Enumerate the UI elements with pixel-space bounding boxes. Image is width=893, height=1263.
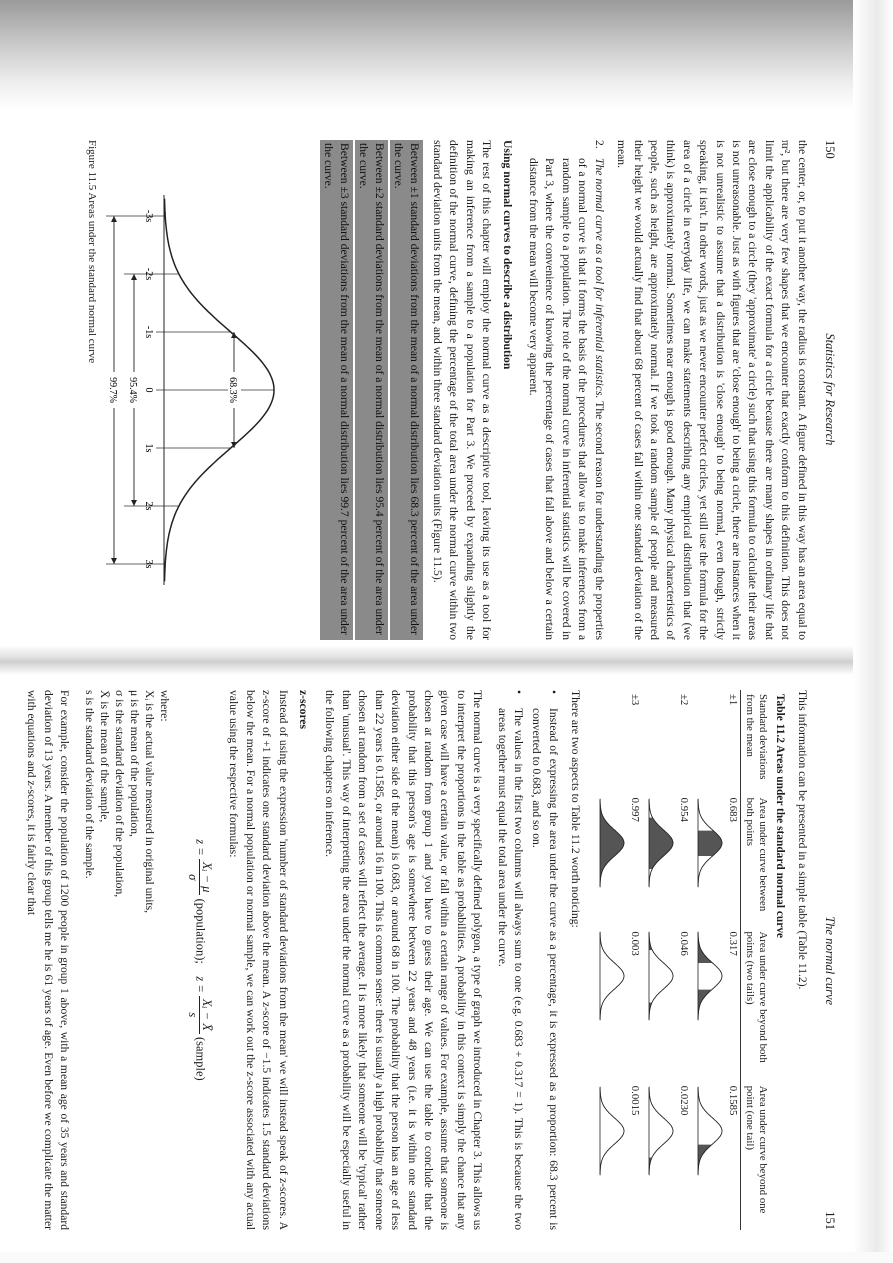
running-head: Statistics for Research (823, 333, 837, 446)
mini-curve-between (647, 798, 677, 888)
page-151 (25, 690, 838, 1230)
arrow-head (131, 500, 137, 506)
table-cell: 0.046 (678, 931, 691, 956)
table-cell: 0.954 (678, 797, 691, 822)
tick-label: -2s (142, 267, 154, 281)
mini-curve-one-tail (696, 1086, 726, 1176)
mini-curve-line (649, 932, 673, 1020)
shaded-area (649, 817, 673, 868)
figure-caption: Figure 11.5 Areas under the standard normal curve (85, 140, 98, 364)
mini-curve-one-tail (647, 1086, 677, 1176)
shaded-area (600, 804, 624, 881)
mini-curve-line (698, 932, 722, 1020)
mini-curve-one-tail (598, 1086, 628, 1176)
mini-curve-line (600, 1087, 624, 1175)
section-heading: Using normal curves to describe a distribution (500, 140, 514, 370)
table-header: Area under curve beyond both points (two tails) (741, 927, 772, 1081)
band-label: 95.4% (126, 377, 138, 403)
table-header: Area under curve beyond one point (one tail) (741, 1082, 772, 1230)
list-item: • Instead of expressing the area under the curve as a percentage, it is expressed as a proportion: 68.3 percent is converted to 0.683, and so on. (530, 690, 560, 1230)
table-row (593, 690, 642, 1230)
mini-curve-line (698, 1087, 722, 1175)
paragraph-circle-analogy: the center, or, to put it another way, the radius is constant. A figure defined in this way has an area equal to πr², but there are very few shapes that we encounter that exactly conform to this definition. This does not limit the applicability of the exact formula for a circle because there are many shapes in ordinary life that are close enough to a circle (they 'approximate' a circle) such that using this formula to calculate their areas is not unreasonable. Just as with figures that are 'close enough' to being a circle, there are instances when it is not unrealistic to assume that a distribution is 'close enough' to being normal, even though, strictly speaking, it isn't. In other words, just as we never encounter perfect circles, yet still use the formula for the area of a circle in everyday life, we can make statements describing any empirical distribution that (we think) is approximately normal. Sometimes near enough is good enough. Many physical characteristics of people, such as height, are approximately normal. If we took a random sample of people and measured their height we would actually find that about 68 percent of cases fall within one standard deviation of the mean. (615, 140, 809, 640)
table-header: Area under curve between both points (741, 794, 772, 928)
shaded-statement-2sd: Between ±2 standard deviations from the mean of a normal distribution lies 95.4 percent of the area under the curve. (355, 140, 388, 640)
shaded-area (698, 830, 722, 855)
aspects-intro: There are two aspects to Table 11.2 worth noticing: (569, 690, 583, 928)
table-row (691, 690, 741, 1230)
table-cell: 0.0015 (629, 1085, 642, 1116)
paragraph-example: For example, consider the population of 1200 people in group 1 above, with a mean age of 35 years and standard deviation of 13 years. A member of this group tells me he is 61 years of age. Even before we complicate the matter with equations and z-scores, it is fairly clear that (25, 690, 72, 1230)
shaded-area (698, 932, 713, 1020)
band-label: 68.3% (226, 377, 238, 403)
table-cell: 0.003 (629, 931, 642, 956)
table-intro: This information can be presented in a simple table (Table 11.2). (795, 690, 809, 990)
table-cell: 0.1585 (727, 1085, 740, 1116)
table-cell: 0.997 (629, 797, 642, 822)
section-heading-z-scores: z-scores (297, 690, 311, 730)
tick-label: 2s (142, 501, 154, 511)
page-header (822, 140, 838, 640)
book-gutter (0, 645, 893, 675)
mini-curve-line (600, 932, 624, 1020)
table-caption: Table 11.2 Areas under the standard normal curve (774, 694, 787, 939)
z-score-formulas: z = Xᵢ − μ σ (population); z = Xᵢ − X̄ s (sample) (186, 839, 215, 1081)
mini-curve-between (598, 798, 628, 888)
tick-label: -1s (142, 325, 154, 339)
running-head: The normal curve (823, 916, 837, 1006)
arrow-head (111, 216, 117, 222)
mini-curve-two-tails (696, 931, 726, 1021)
shaded-statement-1sd: Between ±1 standard deviations from the mean of a normal distribution lies 68.3 percent of the area under the curve. (390, 140, 423, 640)
tick-label: 0 (142, 387, 154, 393)
mini-curve-two-tails (647, 931, 677, 1021)
normal-curve-diagram (104, 155, 314, 625)
figure-normal-curve (83, 140, 313, 640)
list-item-inferential (525, 140, 607, 640)
table-cell: 0.0230 (678, 1085, 691, 1116)
list-lead: The normal curve as a tool for inferential statistics. (592, 158, 606, 399)
tick-label: 3s (142, 559, 154, 569)
page-number: 151 (823, 1211, 837, 1230)
page-number: 150 (823, 140, 837, 159)
band-label: 99.7% (106, 377, 118, 403)
table-cell: ±3 (629, 694, 642, 706)
arrow-head (111, 558, 117, 564)
bullet-list (493, 690, 561, 1230)
arrow-head (131, 274, 137, 280)
paragraph-descriptive: The rest of this chapter will employ the normal curve as a descriptive tool, leaving its use as a tool for making an inference from a sample to a population for Part 3. We proceed by expanding slightly the definition of the normal curve, defining the percentage of the total area under the normal curve within two standard deviation units from the mean, and within three standard deviation units (Figure 11.5). (431, 140, 494, 640)
table-row (642, 690, 691, 1230)
scan-shadow-right (853, 0, 893, 1263)
table-cell: ±1 (727, 694, 740, 706)
paragraph-z-scores: Instead of using the expression 'number of standard deviations from the mean' we will instead speak of z-scores. A z-score of +1 indicates one standard deviation above the mean. A z-score of −1.5 indicates 1.5 standard deviations below the mean. For a normal population or normal sample, we can work out the z-score associated with any actual value using the respective formulas: (227, 690, 290, 1230)
mini-curve-line (649, 1087, 673, 1175)
table-cell: 0.683 (727, 797, 740, 822)
mini-curve-two-tails (598, 931, 628, 1021)
list-marker: 2. (592, 140, 606, 149)
table-cell: 0.317 (727, 931, 740, 956)
list-item: • The values in the first two columns will always sum to one (e.g. 0.683 + 0.317 = 1). This is because the two areas together must equal the total area under the curve. (495, 690, 525, 1230)
page-150 (48, 140, 838, 640)
paragraph-probability: The normal curve is a very specifically defined polygon, a type of graph we introduced in Chapter 3. This allows us to interpret the proportions in the table as probabilities. A probability in this context is simply the chance that any given case will have a certain value, or fall within a certain range of values. For example, assume that someone is chosen at random from group 1 and you have to guess their age. We can use the table to conclude that the probability that this person's age is somewhere between 22 years and 48 years (i.e. it is within one standard deviation either side of the mean) is 0.683, or around 68 in 100. The probability that the person has an age of less than 22 years is 0.1585, or around 16 in 100. This is common sense: there is usually a high probability that someone chosen at random from a set of cases will reflect the average. It is more likely that someone will be 'typical' rather than 'unusual'. This way of interpreting the area under the normal curve as a probability will be especially useful in the following chapters on inference. (323, 690, 485, 1230)
table-header: Standard deviations from the mean (741, 690, 772, 794)
page-header (822, 690, 838, 1230)
shaded-statement-3sd: Between ±3 standard deviations from the mean of a normal distribution lies 99.7 percent of the area under the curve. (320, 140, 353, 640)
table-11-2 (593, 690, 787, 1230)
tick-label: -3s (142, 209, 154, 223)
tick-label: 1s (142, 443, 154, 453)
list-text: The second reason for understanding the properties of a normal curve is that it forms the basis of the procedures that allow us to make inferences from a random sample to a population. The role of the normal curve in inferential statistics will be covered in Part 3, where the convenience of knowing the percentage of cases that fall above and below a certain distance from the mean will become very apparent. (527, 158, 606, 641)
scan-shadow-top (0, 0, 893, 110)
table-cell: ±2 (678, 694, 691, 706)
formula-legend: where: Xᵢ is the actual value measured in original units, μ is the mean of the population, σ is the standard deviation of the population, X̄ is the mean of the sample, s is the standard deviation of the sample. (83, 690, 172, 914)
scan-edge-bottom (0, 1252, 893, 1263)
mini-curve-between (696, 798, 726, 888)
